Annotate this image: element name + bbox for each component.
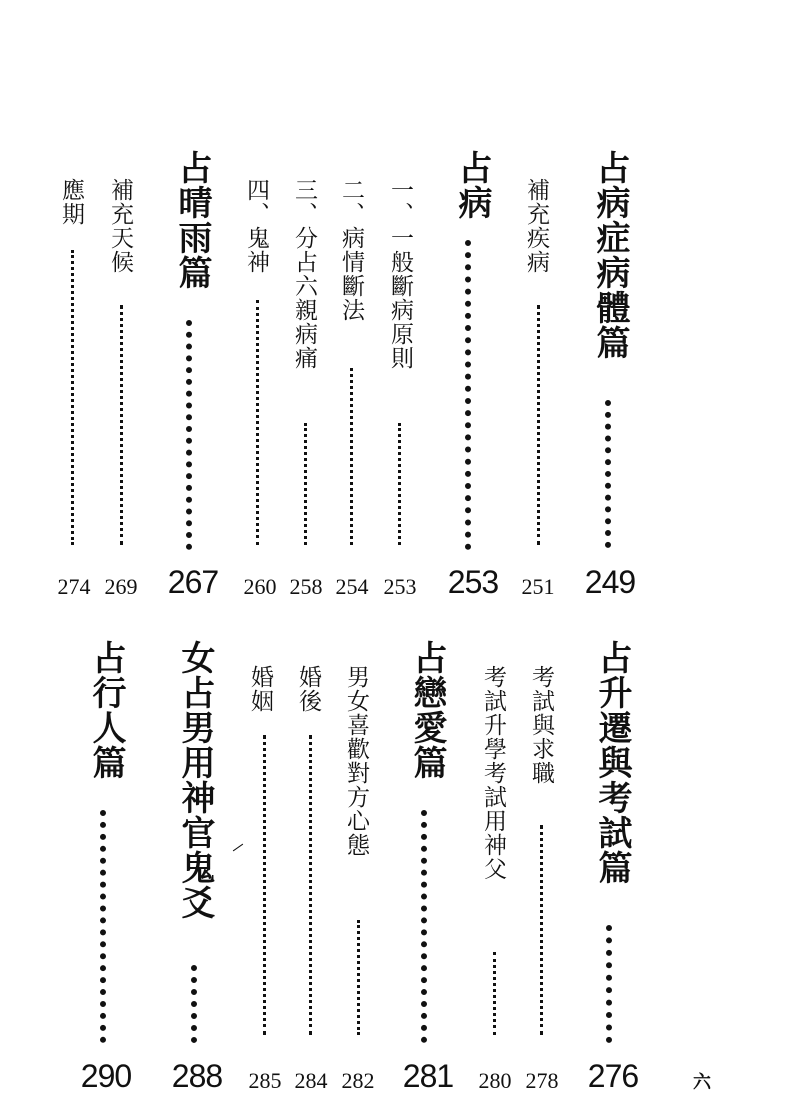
toc-page-number: 253 (447, 564, 499, 600)
toc-page-number: 254 (335, 574, 369, 599)
toc-page-number: 253 (383, 574, 417, 599)
toc-item-exam-job[interactable]: 考試與求職 (528, 665, 554, 785)
toc-heading-illness[interactable]: 占病 (452, 150, 492, 220)
toc-item-condition-judgement[interactable]: 二、病情斷法 (338, 178, 364, 322)
toc-leader-dots (191, 965, 197, 1043)
toc-page-number: 258 (289, 574, 323, 599)
toc-item-mutual-feelings[interactable]: 男女喜歡對方心態 (343, 665, 369, 857)
toc-leader-dots (120, 305, 123, 545)
toc-heading-romance[interactable]: 占戀愛篇 (407, 640, 447, 780)
toc-item-timing[interactable]: 應期 (58, 178, 84, 226)
toc-item-general-rules[interactable]: 一、一般斷病原則 (387, 178, 413, 370)
toc-item-marriage[interactable]: 婚姻 (247, 665, 273, 713)
toc-leader-dots (304, 423, 307, 545)
toc-page-number: 290 (80, 1058, 132, 1094)
toc-heading-weather[interactable]: 占晴雨篇 (172, 150, 212, 290)
toc-page-number: 278 (525, 1068, 559, 1093)
toc-leader-dots (605, 400, 611, 548)
toc-page-number: 282 (341, 1068, 375, 1093)
toc-heading-woman-asks-man[interactable]: 女占男用神官鬼爻 (175, 640, 215, 920)
toc-item-exam-father[interactable]: 考試升學考試用神父 (480, 665, 506, 881)
toc-leader-dots (256, 300, 259, 545)
toc-heading-traveler[interactable]: 占行人篇 (86, 640, 126, 780)
toc-item-supplement-weather[interactable]: 補充天候 (107, 178, 133, 274)
toc-page-number: 276 (587, 1058, 639, 1094)
toc-leader-dots (309, 735, 312, 1035)
stray-mark (233, 844, 243, 852)
toc-item-ghosts-gods[interactable]: 四、鬼神 (243, 178, 269, 274)
toc-page-number: 269 (104, 574, 138, 599)
toc-leader-dots (465, 240, 471, 550)
toc-leader-dots (540, 825, 543, 1035)
toc-page-number: 274 (57, 574, 91, 599)
toc-item-after-marriage[interactable]: 婚後 (295, 665, 321, 713)
toc-leader-dots (71, 250, 74, 545)
toc-page-number: 285 (248, 1068, 282, 1093)
toc-page-number: 267 (167, 564, 219, 600)
toc-leader-dots (350, 368, 353, 545)
toc-leader-dots (421, 810, 427, 1043)
toc-leader-dots (606, 925, 612, 1043)
toc-heading-promotion-exam[interactable]: 占升遷與考試篇 (592, 640, 632, 885)
toc-leader-dots (186, 320, 192, 550)
toc-page-number: 251 (521, 574, 555, 599)
toc-page-number: 280 (478, 1068, 512, 1093)
toc-leader-dots (100, 810, 106, 1043)
toc-page-number: 281 (402, 1058, 454, 1094)
toc-leader-dots (263, 735, 266, 1035)
toc-leader-dots (398, 423, 401, 545)
toc-page-number: 249 (584, 564, 636, 600)
toc-leader-dots (357, 920, 360, 1035)
toc-item-six-relatives[interactable]: 三、分占六親病痛 (291, 178, 317, 370)
toc-leader-dots (493, 952, 496, 1035)
toc-page-number: 288 (171, 1058, 223, 1094)
toc-leader-dots (537, 305, 540, 545)
toc-page-number: 284 (294, 1068, 328, 1093)
toc-item-supplement-disease[interactable]: 補充疾病 (523, 178, 549, 274)
toc-page-number: 260 (243, 574, 277, 599)
page-folio: 六 (693, 1072, 711, 1093)
toc-heading-disease-body[interactable]: 占病症病體篇 (590, 150, 630, 360)
